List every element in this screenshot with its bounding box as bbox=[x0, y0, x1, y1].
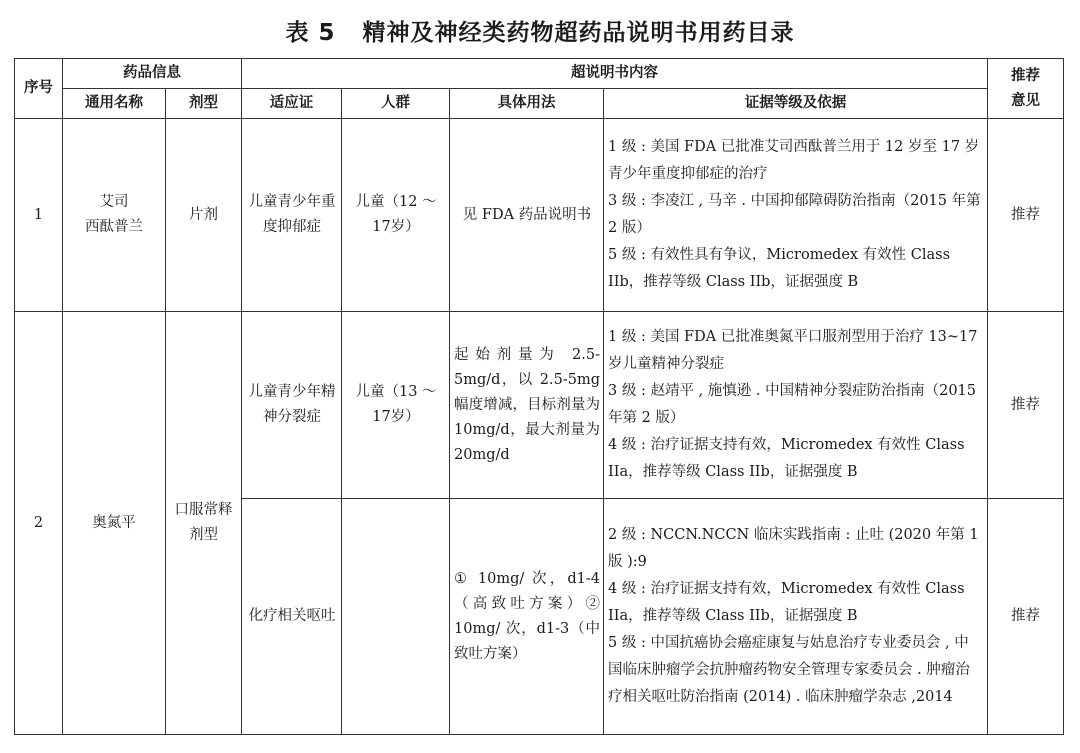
header-indication: 适应证 bbox=[242, 89, 342, 119]
header-seq: 序号 bbox=[15, 59, 63, 119]
row2-form-line1: 口服常释 bbox=[174, 502, 233, 518]
row2-evidence bbox=[604, 312, 988, 499]
header-off-label: 超说明书内容 bbox=[242, 59, 988, 89]
row3-evidence-3: 5 级 : 中国抗癌协会癌症康复与姑息治疗专业委员会 , 中国临床肿瘤学会抗肿瘤药物安全管理专家委员会 . 肿瘤治疗相关呕吐防治指南 (2014) . 临床肿瘤学杂志 ,2014 bbox=[608, 635, 970, 705]
row1-evidence-3: 5 级 : 有效性具有争议，Micromedex 有效性 Class IIb，推荐等级 Class IIb，证据强度 B bbox=[608, 247, 951, 290]
row3-evidence-2: 4 级 : 治疗证据支持有效，Micromedex 有效性 Class IIa，推荐等级 Class IIb，证据强度 B bbox=[608, 581, 965, 624]
header-recommend-line2: 意见 bbox=[1011, 92, 1040, 109]
row1-dosage-form: 片剂 bbox=[166, 119, 242, 312]
table-row bbox=[15, 119, 1064, 312]
row2-recommend: 推荐 bbox=[988, 312, 1064, 499]
header-dosage-form: 剂型 bbox=[166, 89, 242, 119]
row3-evidence bbox=[604, 499, 988, 735]
row2-evidence-1: 1 级 : 美国 FDA 已批准奥氮平口服剂型用于治疗 13~17 岁儿童精神分裂症 bbox=[608, 329, 978, 372]
row1-evidence-2: 3 级 : 李凌江 , 马辛 . 中国抑郁障碍防治指南（2015 年第 2 版） bbox=[608, 193, 981, 236]
row1-population: 儿童（12 ～ 17岁） bbox=[342, 119, 450, 312]
row2-population: 儿童（13 ～ 17岁） bbox=[342, 312, 450, 499]
header-population: 人群 bbox=[342, 89, 450, 119]
table-row bbox=[15, 312, 1064, 499]
row2-seq: 2 bbox=[15, 312, 63, 735]
row2-generic-name: 奥氮平 bbox=[63, 312, 166, 735]
row2-dosage-form bbox=[166, 312, 242, 735]
table-title: 表 5 精神及神经类药物超药品说明书用药目录 bbox=[285, 20, 795, 46]
row2-usage: 起始剂量为 2.5-5mg/d，以 2.5-5mg 幅度增减，目标剂量为 10mg/d，最大剂量为 20mg/d bbox=[450, 312, 604, 499]
header-usage: 具体用法 bbox=[450, 89, 604, 119]
header-recommend-line1: 推荐 bbox=[1011, 67, 1040, 84]
row2-evidence-2: 3 级 : 赵靖平 , 施慎逊 . 中国精神分裂症防治指南（2015 年第 2 版） bbox=[608, 383, 976, 426]
header-drug-info: 药品信息 bbox=[63, 59, 242, 89]
row1-usage: 见 FDA 药品说明书 bbox=[450, 119, 604, 312]
header-row-1 bbox=[15, 59, 1064, 89]
row2-indication: 儿童青少年精神分裂症 bbox=[242, 312, 342, 499]
row3-indication: 化疗相关呕吐 bbox=[242, 499, 342, 735]
header-evidence: 证据等级及依据 bbox=[604, 89, 988, 119]
drug-catalog-table bbox=[14, 58, 1064, 735]
row2-evidence-3: 4 级 : 治疗证据支持有效，Micromedex 有效性 Class IIa，推荐等级 Class IIb，证据强度 B bbox=[608, 437, 965, 480]
row1-name-line2: 西酞普兰 bbox=[85, 219, 143, 235]
row1-generic-name bbox=[63, 119, 166, 312]
row1-recommend: 推荐 bbox=[988, 119, 1064, 312]
row1-seq: 1 bbox=[15, 119, 63, 312]
header-row-2 bbox=[15, 89, 1064, 119]
row3-population bbox=[342, 499, 450, 735]
header-recommend bbox=[988, 59, 1064, 119]
row3-recommend: 推荐 bbox=[988, 499, 1064, 735]
row3-usage: ① 10mg/ 次，d1-4（高致吐方案）② 10mg/ 次，d1-3（中致吐方案） bbox=[450, 499, 604, 735]
row1-evidence-1: 1 级 : 美国 FDA 已批准艾司西酞普兰用于 12 岁至 17 岁青少年重度抑郁症的治疗 bbox=[608, 139, 980, 182]
header-generic-name: 通用名称 bbox=[63, 89, 166, 119]
row1-evidence bbox=[604, 119, 988, 312]
row2-form-line2: 剂型 bbox=[189, 527, 218, 543]
row1-indication: 儿童青少年重度抑郁症 bbox=[242, 119, 342, 312]
row3-evidence-1: 2 级 : NCCN.NCCN 临床实践指南 : 止吐 (2020 年第 1 版 ):9 bbox=[608, 527, 979, 570]
row1-name-line1: 艾司 bbox=[99, 194, 129, 210]
